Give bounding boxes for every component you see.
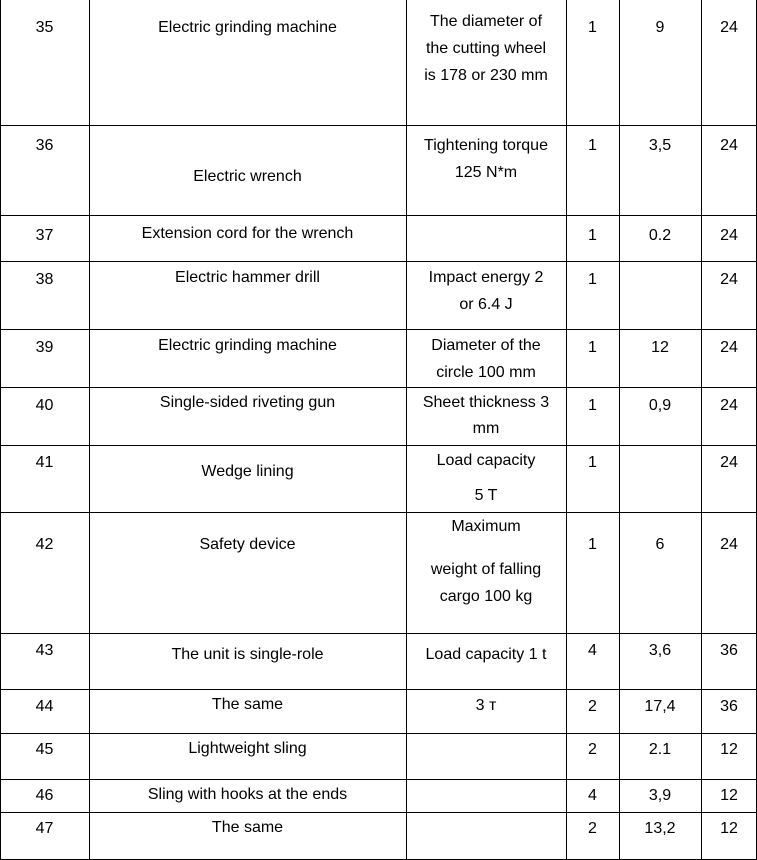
name-text: Wedge lining xyxy=(201,463,294,480)
mass-text: 3,9 xyxy=(648,787,672,804)
name-text: Electric wrench xyxy=(193,168,302,185)
cell-mass xyxy=(619,734,701,780)
cell-mass xyxy=(619,446,701,513)
cell-name xyxy=(89,0,406,126)
qty-text: 2 xyxy=(588,820,597,837)
cell-no xyxy=(0,634,89,690)
no-text: 46 xyxy=(35,787,54,804)
cell-mass xyxy=(619,126,701,216)
cell-mass xyxy=(619,216,701,262)
table-row xyxy=(0,0,757,126)
cell-life xyxy=(701,330,757,388)
cell-qty xyxy=(566,690,619,734)
cell-spec xyxy=(406,690,566,734)
cell-spec xyxy=(406,262,566,330)
cell-no xyxy=(0,446,89,513)
table-row xyxy=(0,126,757,216)
cell-mass xyxy=(619,634,701,690)
life-text: 12 xyxy=(720,741,738,758)
row-divider xyxy=(0,387,757,388)
name-text: Electric hammer drill xyxy=(175,269,320,286)
column-divider xyxy=(406,0,407,860)
cell-life xyxy=(701,690,757,734)
cell-life xyxy=(701,513,757,634)
spec-line: The diameter of xyxy=(429,13,543,30)
life-text: 36 xyxy=(720,698,738,715)
life-text: 12 xyxy=(720,820,738,837)
cell-qty xyxy=(566,388,619,446)
cell-name xyxy=(89,780,406,813)
table-row xyxy=(0,780,757,813)
spec-line: Diameter of the xyxy=(431,337,541,354)
cell-spec xyxy=(406,734,566,780)
name-text: Extension cord for the wrench xyxy=(141,225,354,242)
cell-no xyxy=(0,330,89,388)
mass-text: 2.1 xyxy=(648,741,672,758)
cell-name xyxy=(89,446,406,513)
cell-spec xyxy=(406,813,566,860)
qty-text: 1 xyxy=(588,137,597,154)
row-divider xyxy=(0,512,757,513)
cell-name xyxy=(89,734,406,780)
table-row xyxy=(0,446,757,513)
cell-name xyxy=(89,690,406,734)
mass-text: 3,6 xyxy=(648,642,672,659)
cell-no xyxy=(0,690,89,734)
cell-name xyxy=(89,262,406,330)
qty-text: 1 xyxy=(588,339,597,356)
cell-qty xyxy=(566,0,619,126)
life-text: 36 xyxy=(720,642,738,659)
cell-mass xyxy=(619,0,701,126)
life-text: 24 xyxy=(720,227,738,244)
spec-line: Sheet thickness 3 xyxy=(422,394,550,411)
table-row xyxy=(0,634,757,690)
qty-text: 4 xyxy=(588,787,597,804)
qty-text: 1 xyxy=(588,536,597,553)
cell-spec xyxy=(406,513,566,634)
cell-name xyxy=(89,813,406,860)
mass-text: 12 xyxy=(651,339,669,356)
row-divider xyxy=(0,125,757,126)
life-text: 24 xyxy=(720,397,738,414)
cell-life xyxy=(701,388,757,446)
cell-no xyxy=(0,734,89,780)
qty-text: 1 xyxy=(588,19,597,36)
no-text: 40 xyxy=(35,397,54,414)
table-row xyxy=(0,216,757,262)
spec-line: Impact energy 2 xyxy=(428,269,544,286)
spec-line: weight of falling xyxy=(430,561,542,578)
spec-line: the cutting wheel xyxy=(425,40,547,57)
qty-text: 2 xyxy=(588,698,597,715)
qty-text: 1 xyxy=(588,271,597,288)
row-divider xyxy=(0,261,757,262)
qty-text: 4 xyxy=(588,642,597,659)
name-text: Safety device xyxy=(199,536,296,553)
column-divider xyxy=(619,0,620,860)
cell-qty xyxy=(566,126,619,216)
name-text: The same xyxy=(211,819,284,836)
life-text: 24 xyxy=(720,536,738,553)
mass-text: 17,4 xyxy=(644,698,676,715)
cell-life xyxy=(701,734,757,780)
spec-line: Maximum xyxy=(451,518,521,535)
spec-line: 125 N*m xyxy=(454,164,518,181)
spec-line: Tightening torque xyxy=(424,137,548,154)
qty-text: 2 xyxy=(588,741,597,758)
column-divider xyxy=(566,0,567,860)
cell-spec xyxy=(406,780,566,813)
cell-spec xyxy=(406,0,566,126)
cell-no xyxy=(0,813,89,860)
cell-life xyxy=(701,216,757,262)
cell-mass xyxy=(619,690,701,734)
row-divider xyxy=(0,445,757,446)
cell-qty xyxy=(566,262,619,330)
spec-line: circle 100 mm xyxy=(436,364,536,381)
table-row xyxy=(0,513,757,634)
cell-mass xyxy=(619,388,701,446)
table-row xyxy=(0,813,757,860)
cell-name xyxy=(89,216,406,262)
no-text: 39 xyxy=(35,339,54,356)
cell-spec xyxy=(406,330,566,388)
no-text: 45 xyxy=(35,741,54,758)
table-row xyxy=(0,262,757,330)
name-text: Lightweight sling xyxy=(188,740,307,757)
cell-no xyxy=(0,780,89,813)
mass-text: 9 xyxy=(655,19,665,36)
qty-text: 1 xyxy=(588,454,597,471)
cell-qty xyxy=(566,446,619,513)
cell-qty xyxy=(566,513,619,634)
cell-spec xyxy=(406,446,566,513)
no-text: 41 xyxy=(35,454,54,471)
no-text: 47 xyxy=(35,820,54,837)
cell-spec xyxy=(406,216,566,262)
cell-spec xyxy=(406,634,566,690)
cell-mass xyxy=(619,262,701,330)
name-text: Single-sided riveting gun xyxy=(159,394,336,411)
cell-no xyxy=(0,388,89,446)
row-divider xyxy=(0,779,757,780)
spec-line: or 6.4 J xyxy=(459,296,513,313)
cell-life xyxy=(701,262,757,330)
cell-no xyxy=(0,216,89,262)
column-divider xyxy=(89,0,90,860)
spec-line: 5 T xyxy=(474,487,498,504)
cell-life xyxy=(701,813,757,860)
row-divider xyxy=(0,733,757,734)
cell-qty xyxy=(566,634,619,690)
qty-text: 1 xyxy=(588,397,597,414)
column-divider xyxy=(701,0,702,860)
no-text: 42 xyxy=(35,536,54,553)
spec-line: mm xyxy=(472,420,500,437)
cell-no xyxy=(0,126,89,216)
table-row xyxy=(0,734,757,780)
cell-qty xyxy=(566,813,619,860)
no-text: 35 xyxy=(35,19,54,36)
row-divider xyxy=(0,633,757,634)
cell-life xyxy=(701,446,757,513)
cell-spec xyxy=(406,388,566,446)
spec-line: 3 т xyxy=(475,697,497,714)
spec-line: is 178 or 230 mm xyxy=(424,67,548,84)
life-text: 24 xyxy=(720,454,738,471)
row-divider xyxy=(0,215,757,216)
no-text: 43 xyxy=(35,642,54,659)
cell-spec xyxy=(406,126,566,216)
name-text: The unit is single-role xyxy=(171,646,324,663)
table-row xyxy=(0,330,757,388)
mass-text: 3,5 xyxy=(648,137,672,154)
row-divider xyxy=(0,812,757,813)
cell-mass xyxy=(619,780,701,813)
mass-text: 0.2 xyxy=(648,227,672,244)
no-text: 38 xyxy=(35,271,54,288)
life-text: 24 xyxy=(720,19,738,36)
cell-qty xyxy=(566,780,619,813)
no-text: 44 xyxy=(35,698,54,715)
cell-mass xyxy=(619,330,701,388)
life-text: 24 xyxy=(720,271,738,288)
cell-name xyxy=(89,634,406,690)
cell-name xyxy=(89,513,406,634)
cell-life xyxy=(701,126,757,216)
table-row xyxy=(0,388,757,446)
spec-line: Load capacity xyxy=(436,452,536,469)
cell-life xyxy=(701,634,757,690)
cell-name xyxy=(89,126,406,216)
name-text: Sling with hooks at the ends xyxy=(147,786,348,803)
cell-qty xyxy=(566,734,619,780)
cell-life xyxy=(701,0,757,126)
cell-life xyxy=(701,780,757,813)
spec-line: Load capacity 1 t xyxy=(425,646,547,663)
name-text: Electric grinding machine xyxy=(158,19,337,36)
qty-text: 1 xyxy=(588,227,597,244)
name-text: The same xyxy=(211,696,284,713)
mass-text: 13,2 xyxy=(644,820,676,837)
cell-mass xyxy=(619,513,701,634)
no-text: 36 xyxy=(35,137,54,154)
life-text: 12 xyxy=(720,787,738,804)
cell-no xyxy=(0,513,89,634)
cell-mass xyxy=(619,813,701,860)
mass-text: 0,9 xyxy=(648,397,672,414)
cell-no xyxy=(0,0,89,126)
mass-text: 6 xyxy=(655,536,665,553)
spec-line: cargo 100 kg xyxy=(439,588,533,605)
life-text: 24 xyxy=(720,339,738,356)
row-divider xyxy=(0,689,757,690)
table-row xyxy=(0,690,757,734)
life-text: 24 xyxy=(720,137,738,154)
cell-qty xyxy=(566,216,619,262)
cell-name xyxy=(89,330,406,388)
cell-name xyxy=(89,388,406,446)
cell-no xyxy=(0,262,89,330)
cell-qty xyxy=(566,330,619,388)
row-divider xyxy=(0,329,757,330)
no-text: 37 xyxy=(35,227,54,244)
column-divider xyxy=(0,0,1,860)
name-text: Electric grinding machine xyxy=(158,337,337,354)
